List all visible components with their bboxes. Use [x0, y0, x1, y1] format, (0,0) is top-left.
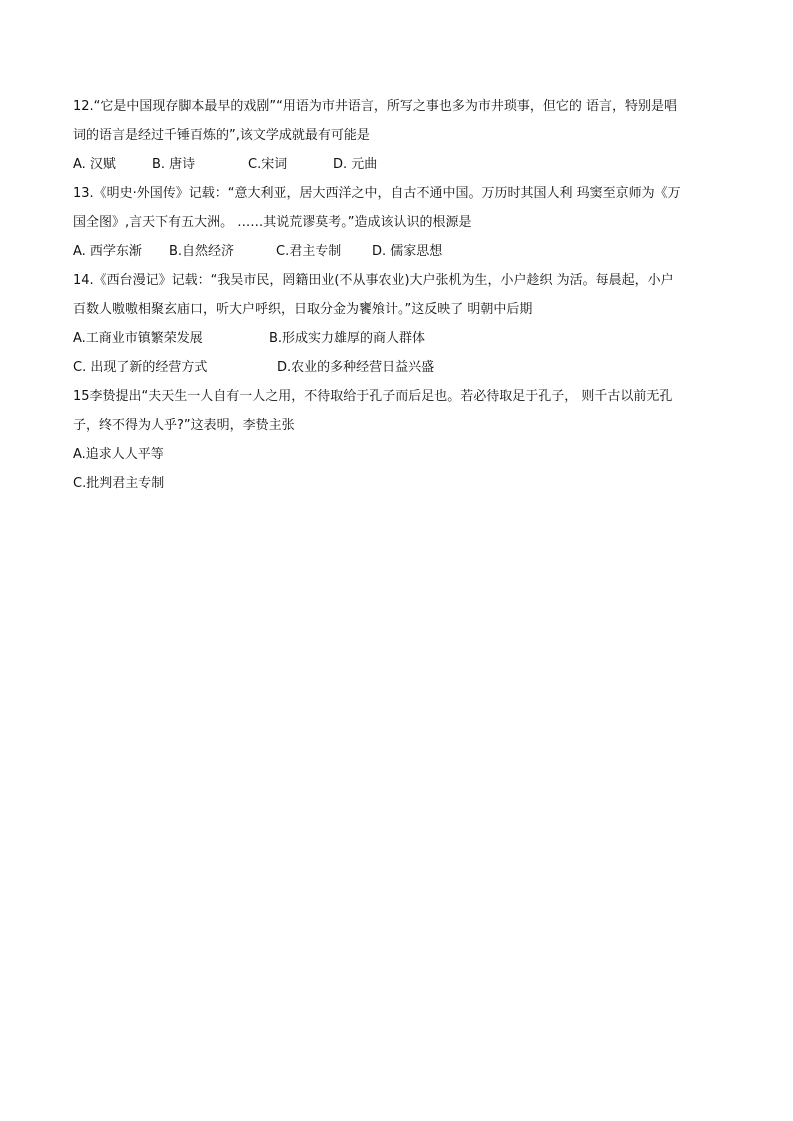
option-c: C.批判君主专制 [73, 476, 165, 491]
question-list [73, 92, 723, 498]
question-stem-line: 12.“它是中国现存脚本最早的戏剧”“用语为市井语言，所写之事也多为市井琐事，但它的 语言，特别是唱 [73, 99, 678, 114]
option-row [73, 353, 723, 382]
option-row [73, 150, 723, 179]
option-c: C.君主专制 [276, 244, 342, 259]
option-a: A.追求人人平等 [73, 447, 164, 462]
question-stem-line: 百数人嗷嗷相聚玄庙口，听大户呼织，日取分金为饔飧计。”这反映了 明朝中后期 [73, 302, 533, 317]
option-c: C. 出现了新的经营方式 [73, 360, 208, 375]
option-row [73, 324, 723, 353]
question-13 [73, 179, 723, 266]
option-a: A.工商业市镇繁荣发展 [73, 331, 203, 346]
option-a: A. 汉赋 [73, 157, 116, 172]
question-stem-line: 13.《明史·外国传》记载：“意大利亚，居大西洋之中，自古不通中国。万历时其国人利 玛窦至京师为《万 [73, 186, 681, 201]
question-stem-line: 14.《西台漫记》记载：“我吴市民，罔籍田业(不从事农业)大户张机为生，小户趁织 为活。每晨起，小户 [73, 273, 674, 288]
option-d: D.农业的多种经营日益兴盛 [277, 360, 435, 375]
option-d: D. 儒家思想 [372, 244, 443, 259]
option-row [73, 237, 723, 266]
question-stem-line: 国全图》,言天下有五大洲。 ……其说荒谬莫考。”造成该认识的根源是 [73, 215, 472, 230]
question-12 [73, 92, 723, 179]
option-a: A. 西学东渐 [73, 244, 142, 259]
question-15 [73, 382, 723, 498]
question-14 [73, 266, 723, 382]
option-b: B.自然经济 [169, 244, 235, 259]
option-b: B.形成实力雄厚的商人群体 [269, 331, 426, 346]
option-b: B. 唐诗 [152, 157, 196, 172]
option-c: C.宋词 [248, 157, 288, 172]
question-stem-line: 子，终不得为人乎?”这表明，李贽主张 [73, 418, 295, 433]
option-d: D. 元曲 [333, 157, 378, 172]
question-stem-line: 词的语言是经过千锤百炼的”,该文学成就最有可能是 [73, 128, 370, 143]
question-stem-line: 15李贽提出“夫天生一人自有一人之用，不待取给于孔子而后足也。若必待取足于孔子， 则千古以前无孔 [73, 389, 673, 404]
